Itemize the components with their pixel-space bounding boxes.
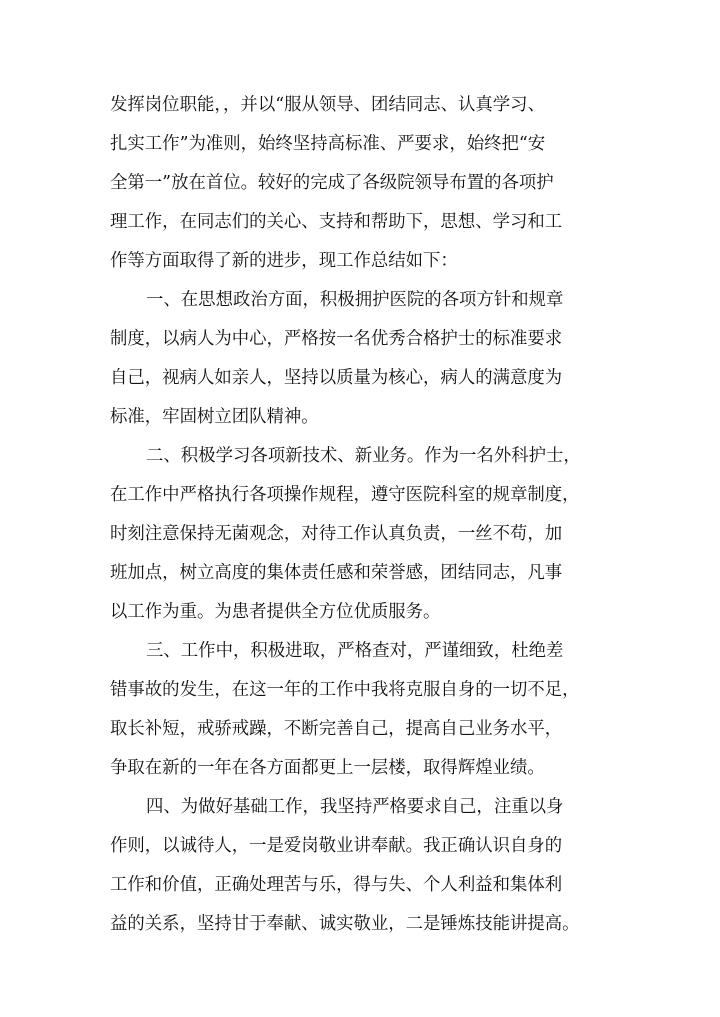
text-line: 二、积极学习各项新技术、新业务。作为一名外科护士， (146, 446, 581, 466)
text-line: 错事故的发生，在这一年的工作中我将克服自身的一切不足， (110, 680, 580, 700)
text-line: 工作和价值，正确处理苦与乐，得与失、个人利益和集体利 (110, 875, 563, 895)
text-line: 全第一”放在首位。较好的完成了各级院领导布置的各项护 (110, 173, 554, 193)
text-line: 以工作为重。为患者提供全方位优质服务。 (110, 602, 441, 622)
text-line: 标准，牢固树立团队精神。 (110, 407, 319, 427)
text-line: 四、为做好基础工作，我坚持严格要求自己，注重以身 (146, 797, 564, 817)
text-line: 三、工作中，积极进取，严格查对，严谨细致，杜绝差 (146, 641, 564, 661)
text-line: 扎实工作”为准则，始终坚持高标准、严要求，始终把“安 (110, 134, 546, 154)
text-line: 时刻注意保持无菌观念，对待工作认真负责，一丝不苟，加 (110, 524, 563, 544)
text-line: 作等方面取得了新的进步，现工作总结如下： (110, 251, 458, 271)
text-line: 争取在新的一年在各方面都更上一层楼，取得辉煌业绩。 (110, 758, 545, 778)
text-line: 自己，视病人如亲人，坚持以质量为核心，病人的满意度为 (110, 368, 563, 388)
text-line: 班加点，树立高度的集体责任感和荣誉感，团结同志，凡事 (110, 563, 563, 583)
text-line: 一、在思想政治方面，积极拥护医院的各项方针和规章 (146, 290, 564, 310)
text-line: 制度，以病人为中心，严格按一名优秀合格护士的标准要求 (110, 329, 563, 349)
text-line: 益的关系，坚持甘于奉献、诚实敬业，二是锤炼技能讲提高。 (110, 914, 580, 934)
text-line: 作则，以诚待人，一是爱岗敬业讲奉献。我正确认识自身的 (110, 836, 563, 856)
text-line: 在工作中严格执行各项操作规程，遵守医院科室的规章制度， (110, 485, 580, 505)
text-line: 取长补短，戒骄戒躁，不断完善自己，提高自己业务水平， (110, 719, 563, 739)
text-line: 理工作，在同志们的关心、支持和帮助下，思想、学习和工 (110, 212, 563, 232)
text-line: 发挥岗位职能，，并以“服从领导、团结同志、认真学习、 (110, 95, 545, 115)
